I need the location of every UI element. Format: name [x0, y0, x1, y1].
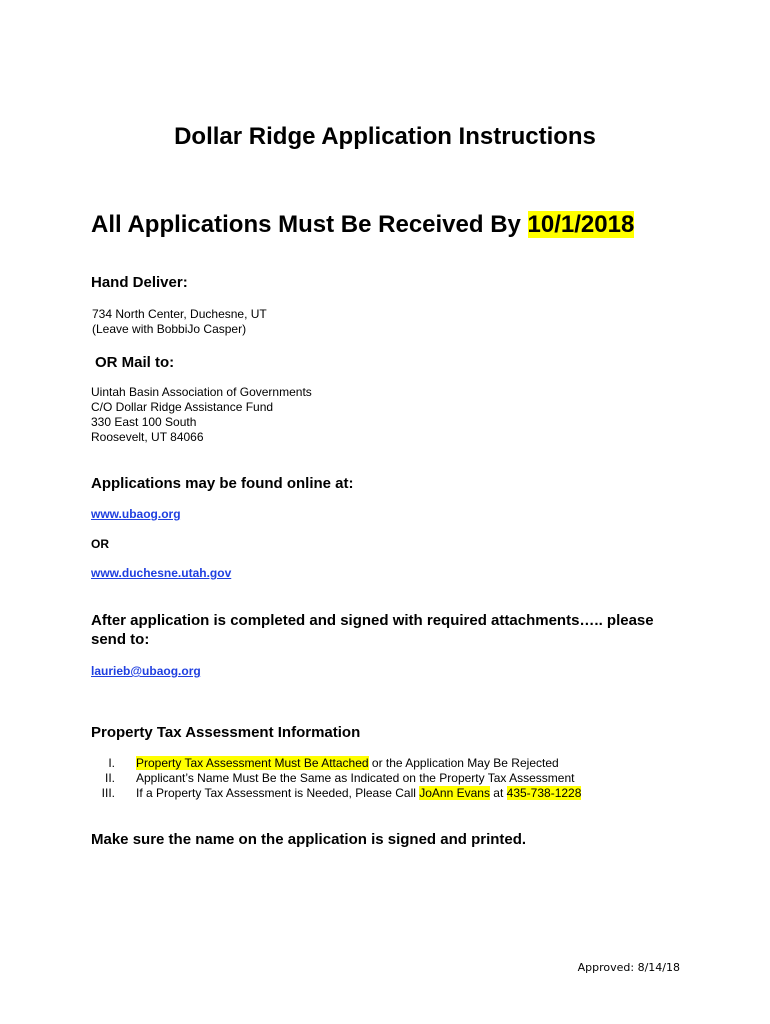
address-line: (Leave with BobbiJo Casper) — [92, 322, 247, 336]
list-text: Applicant’s Name Must Be the Same as Indicated on the Property Tax Assessment — [136, 771, 575, 785]
deadline-heading — [91, 211, 634, 239]
deadline-prefix: All Applications Must Be Received By — [91, 211, 528, 238]
highlighted-text: Property Tax Assessment Must Be Attached — [136, 756, 369, 770]
hand-deliver-address — [92, 307, 267, 337]
contact-phone: 435-738-1228 — [506, 786, 582, 800]
send-heading-line: After application is completed and signed with required attachments….. please — [91, 612, 654, 629]
address-line: Uintah Basin Association of Governments — [91, 385, 312, 399]
send-heading — [91, 611, 654, 649]
list-numeral: I. — [108, 756, 115, 770]
deadline-date: 10/1/2018 — [527, 211, 635, 238]
list-text-before: If a Property Tax Assessment is Needed, Please Call — [136, 786, 420, 800]
duchesne-link[interactable]: www.duchesne.utah.gov — [91, 566, 232, 580]
property-heading: Property Tax Assessment Information — [91, 724, 361, 741]
ubaog-link[interactable]: www.ubaog.org — [91, 507, 181, 521]
contact-name: JoAnn Evans — [419, 786, 490, 800]
or-text: OR — [91, 537, 109, 551]
approved-date: Approved: 8/14/18 — [577, 961, 680, 974]
address-line: Roosevelt, UT 84066 — [91, 430, 204, 444]
send-heading-line: send to: — [91, 631, 150, 648]
email-link[interactable]: laurieb@ubaog.org — [91, 664, 201, 678]
list-text — [136, 756, 559, 771]
online-heading: Applications may be found online at: — [91, 475, 354, 492]
mail-address — [91, 385, 312, 445]
list-text — [136, 786, 581, 801]
list-text-mid: at — [489, 786, 507, 800]
document-title: Dollar Ridge Application Instructions — [174, 123, 596, 150]
hand-deliver-heading: Hand Deliver: — [91, 274, 188, 291]
list-text-rest: or the Application May Be Rejected — [368, 756, 559, 770]
closing-note: Make sure the name on the application is signed and printed. — [91, 831, 527, 848]
mail-heading: OR Mail to: — [95, 354, 175, 371]
list-numeral: II. — [104, 771, 115, 785]
address-line: C/O Dollar Ridge Assistance Fund — [91, 400, 274, 414]
address-line: 330 East 100 South — [91, 415, 197, 429]
list-numeral: III. — [101, 786, 115, 800]
address-line: 734 North Center, Duchesne, UT — [92, 307, 267, 321]
